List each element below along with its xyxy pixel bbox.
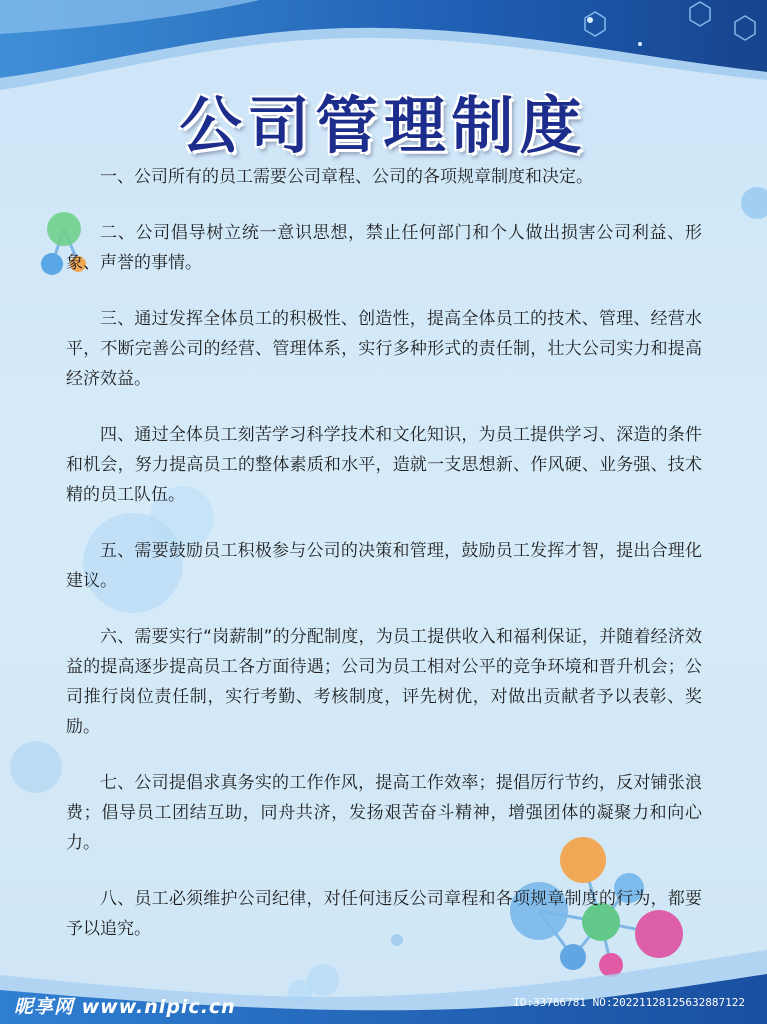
watermark-id: ID:33786781 NO:20221128125632887122 xyxy=(513,996,745,1009)
rules-list xyxy=(66,162,702,970)
rule-3: 三、通过发挥全体员工的积极性、创造性，提高全体员工的技术、管理、经营水平，不断完善公司的经营、管理体系，实行多种形式的责任制，壮大公司实力和提高经济效益。 xyxy=(66,309,702,389)
rule-5: 五、需要鼓励员工积极参与公司的决策和管理，鼓励员工发挥才智，提出合理化建议。 xyxy=(66,541,702,591)
rule-8: 八、员工必须维护公司纪律，对任何违反公司章程和各项规章制度的行为，都要予以追究。 xyxy=(66,889,702,939)
bubble xyxy=(10,741,62,793)
rule-2: 二、公司倡导树立统一意识思想，禁止任何部门和个人做出损害公司利益、形象、声誉的事情。 xyxy=(66,223,702,273)
bubble xyxy=(741,187,767,219)
rule-6: 六、需要实行“岗薪制”的分配制度，为员工提供收入和福利保证，并随着经济效益的提高逐步提高员工各方面待遇；公司为员工相对公平的竞争环境和晋升机会；公司推行岗位责任制，实行考勤、考核制度，评先树优，对做出贡献者予以表彰、奖励。 xyxy=(66,627,702,737)
rule-1: 一、公司所有的员工需要公司章程、公司的各项规章制度和决定。 xyxy=(100,167,593,187)
rule-7: 七、公司提倡求真务实的工作作风，提高工作效率；提倡厉行节约，反对铺张浪费；倡导员工团结互助，同舟共济，发扬艰苦奋斗精神，增强团体的凝聚力和向心力。 xyxy=(66,773,702,853)
watermark-logo: 昵享网 www.nipic.cn xyxy=(14,996,236,1018)
page-title: 公司管理制度 xyxy=(179,89,588,162)
rule-4: 四、通过全体员工刻苦学习科学技术和文化知识，为员工提供学习、深造的条件和机会，努力提高员工的整体素质和水平，造就一支思想新、作风硬、业务强、技术精的员工队伍。 xyxy=(66,425,702,505)
